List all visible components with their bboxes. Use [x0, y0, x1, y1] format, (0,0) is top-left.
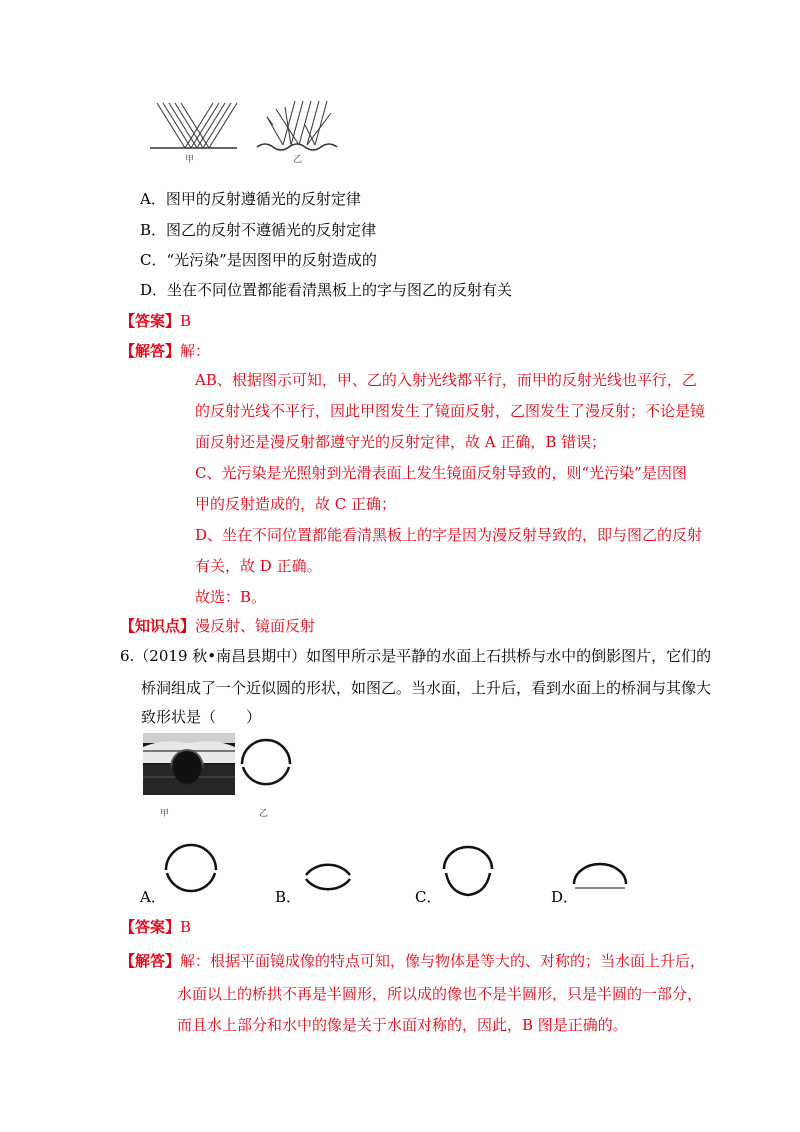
reflection-diagram: [145, 95, 345, 165]
option-b-shape: [302, 855, 354, 899]
q5-answer-row: [120, 311, 191, 331]
half-arch-shape: [570, 862, 630, 898]
q5-analysis-row: [120, 341, 210, 361]
option-d-shape: [570, 862, 630, 898]
answer-tag: 【答案】: [120, 918, 181, 936]
full-circle-shape: [163, 843, 219, 899]
analysis-line: 故选：B。: [195, 588, 267, 606]
knowledge-value: 漫反射、镜面反射: [195, 617, 316, 635]
option-a-shape: [163, 843, 219, 899]
specular-reflection-drawing: [150, 103, 237, 148]
bridge-photo: [143, 733, 235, 795]
analysis-line: AB、根据图示可知，甲、乙的入射光线都平行，而甲的反射光线也平行，乙: [195, 371, 697, 389]
figure-label-jia: 甲: [160, 809, 170, 819]
analysis-tag: 【解答】: [120, 342, 181, 360]
q6-stem-line: 桥洞组成了一个近似圆的形状，如图乙。当水面，上升后，看到水面上的桥洞与其像大: [141, 679, 712, 697]
answer-value: B: [180, 918, 192, 936]
analysis-line: 解：根据平面镜成像的特点可知，像与物体是等大的、对称的；当水面上升后，: [180, 952, 706, 970]
q6-stem-line: 6.（2019 秋•南昌县期中）如图甲所示是平静的水面上石拱桥与水中的倒影图片，它们的: [120, 647, 712, 665]
q6-option-d-label: D．: [551, 888, 579, 906]
option-b: B．图乙的反射不遵循光的反射定律: [140, 221, 377, 239]
figure-label-yi: 乙: [259, 809, 269, 819]
figure-label-jia: 甲: [185, 155, 195, 165]
q6-answer-row: [120, 917, 191, 937]
reflection-figure: [145, 95, 345, 165]
lens-shape: [302, 855, 354, 899]
analysis-line: 有关，故 D 正确。: [195, 557, 322, 575]
analysis-line: 的反射光线不平行，因此甲图发生了镜面反射，乙图发生了漫反射；不论是镜: [195, 402, 706, 420]
q6-option-b-label: B．: [275, 888, 302, 906]
knowledge-row: [120, 616, 315, 636]
analysis-line: 面反射还是漫反射都遵守光的反射定律，故 A 正确，B 错误；: [195, 433, 607, 451]
analysis-line: 甲的反射造成的，故 C 正确；: [195, 495, 397, 513]
circle-figure-drawing: [240, 738, 292, 790]
option-a: A．图甲的反射遵循光的反射定律: [140, 190, 361, 208]
analysis-intro: 解：: [180, 342, 211, 360]
option-c-shape: [440, 843, 496, 899]
option-c: C．“光污染”是因图甲的反射造成的: [140, 251, 377, 269]
q6-option-a-label: A．: [140, 888, 166, 906]
option-d: D．坐在不同位置都能看清黑板上的字与图乙的反射有关: [140, 281, 513, 299]
analysis-line: C、光污染是光照射到光滑表面上发生镜面反射导致的，则“光污染”是因图: [195, 464, 687, 482]
figure-label-yi: 乙: [293, 155, 303, 165]
diffuse-reflection-drawing: [257, 101, 337, 150]
q6-option-c-label: C．: [415, 888, 442, 906]
analysis-tag: 【解答】: [120, 952, 181, 970]
uneven-circle-shape: [440, 843, 496, 899]
answer-value: B: [180, 312, 192, 330]
analysis-line: 水面以上的桥拱不再是半圆形，所以成的像也不是半圆形，只是半圆的一部分，: [177, 985, 703, 1003]
q6-analysis-row: [120, 951, 705, 971]
knowledge-tag: 【知识点】: [120, 617, 196, 635]
q6-stem-line: 致形状是（ ）: [141, 708, 262, 726]
bridge-photo-drawing: [143, 733, 235, 795]
analysis-line: 而且水上部分和水中的像是关于水面对称的，因此，B 图是正确的。: [177, 1016, 628, 1034]
circle-figure-yi: [240, 738, 292, 790]
analysis-line: D、坐在不同位置都能看清黑板上的字是因为漫反射导致的，即与图乙的反射: [195, 526, 703, 544]
answer-tag: 【答案】: [120, 312, 181, 330]
